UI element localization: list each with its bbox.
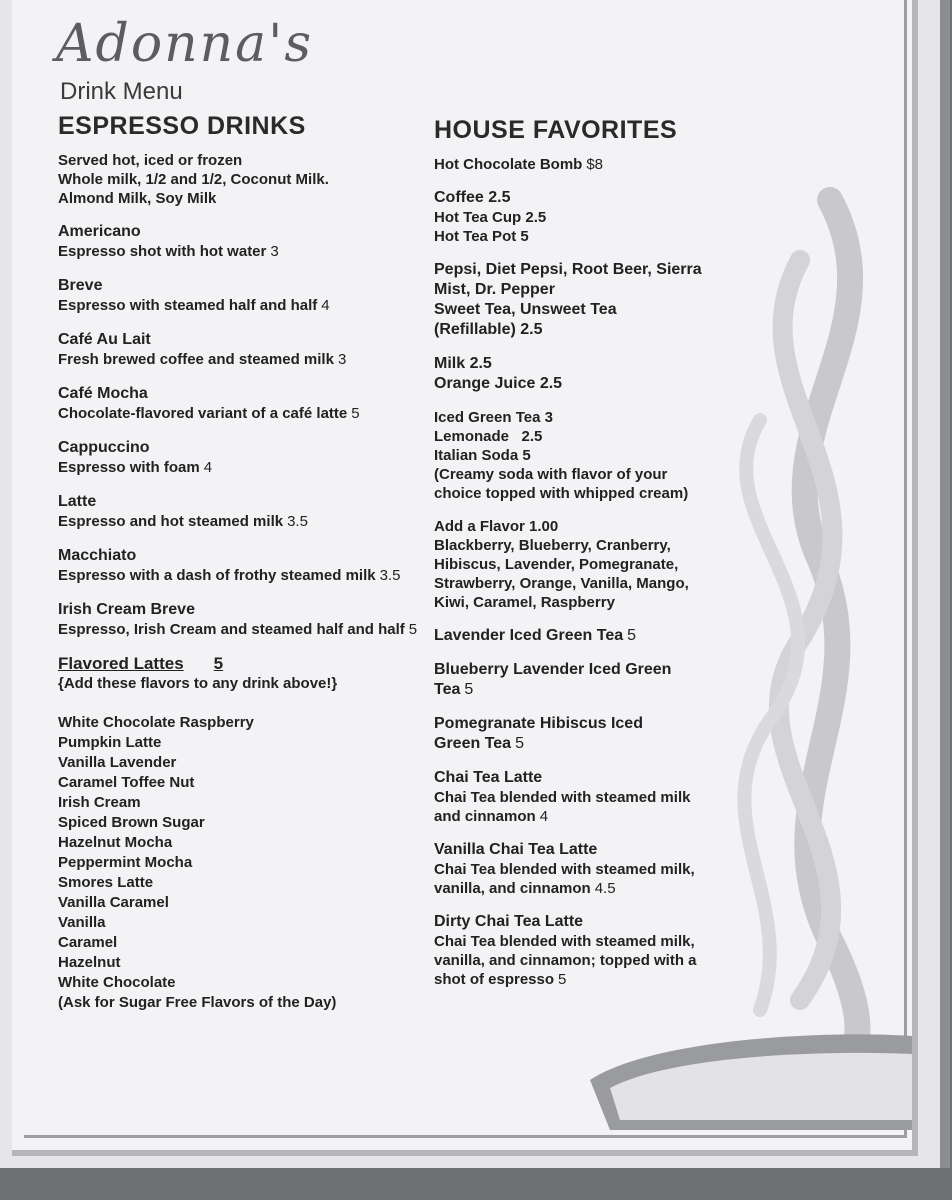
espresso-intro: Served hot, iced or frozen Whole milk, 1/2 and 1/2, Coconut Milk. Almond Milk, Soy Milk [58,152,329,207]
menu-item: Breve Espresso with steamed half and half 4 [58,277,330,314]
menu-item: Pomegranate Hibiscus Iced Green Tea 5 [434,715,643,752]
iced-drinks-group: Iced Green Tea 3 Lemonade 2.5 Italian Soda 5 (Creamy soda with flavor of your choice topped with whipped cream) [434,409,689,502]
list-item: Vanilla Caramel [58,894,169,911]
menu-item: Blueberry Lavender Iced Green Tea 5 [434,661,672,698]
coffee-tea-group: Coffee 2.5 Hot Tea Cup 2.5 Hot Tea Pot 5 [434,189,547,245]
menu-item: Cappuccino Espresso with foam 4 [58,439,213,476]
list-item: Vanilla [58,914,106,931]
menu-item: Dirty Chai Tea Latte Chai Tea blended with steamed milk, vanilla, and cinnamon; topped with a shot of espresso 5 [434,913,697,988]
list-item: White Chocolate Raspberry [58,714,254,731]
list-item: Hazelnut Mocha [58,834,173,851]
list-item: Vanilla Lavender [58,754,177,771]
menu-item: Vanilla Chai Tea Latte Chai Tea blended with steamed milk, vanilla, and cinnamon 4.5 [434,841,695,897]
flavored-note: {Add these flavors to any drink above!} [58,675,338,692]
espresso-column [58,112,418,1013]
flavor-list [58,713,418,1013]
milk-juice-group: Milk 2.5 Orange Juice 2.5 [434,355,563,392]
menu-item: Hot Chocolate Bomb $8 [434,156,604,173]
flavored-lattes-heading: Flavored Lattes 5 [58,654,224,673]
list-item: White Chocolate [58,974,176,991]
list-item: Peppermint Mocha [58,854,193,871]
house-favorites-column [434,116,754,1003]
list-item: Caramel [58,934,118,951]
menu-item: Café Au Lait Fresh brewed coffee and steamed milk 3 [58,331,347,368]
house-favorites-heading: HOUSE FAVORITES [434,116,678,144]
menu-item: Irish Cream Breve Espresso, Irish Cream and steamed half and half 5 [58,601,418,638]
menu-item: Lavender Iced Green Tea 5 [434,627,637,644]
list-item: Pumpkin Latte [58,734,162,751]
menu-item: Café Mocha Chocolate-flavored variant of a café latte 5 [58,385,360,422]
list-item: Caramel Toffee Nut [58,774,195,791]
menu-item: Latte Espresso and hot steamed milk 3.5 [58,493,308,530]
list-item: Spiced Brown Sugar [58,814,205,831]
menu-item: Macchiato Espresso with a dash of frothy steamed milk 3.5 [58,547,401,584]
list-item: Irish Cream [58,794,141,811]
list-item: Smores Latte [58,874,154,891]
menu-item: Chai Tea Latte Chai Tea blended with steamed milk and cinnamon 4 [434,769,691,825]
sugar-free-note: (Ask for Sugar Free Flavors of the Day) [58,994,337,1011]
list-item: Hazelnut [58,954,121,971]
menu-subtitle: Drink Menu [60,78,183,105]
menu-item: Americano Espresso shot with hot water 3 [58,223,279,260]
add-flavor-group: Add a Flavor 1.00 Blackberry, Blueberry, Cranberry, Hibiscus, Lavender, Pomegranate, Strawberry, Orange, Vanilla, Mango, Kiwi, Caramel, Raspberry [434,518,689,611]
soda-group: Pepsi, Diet Pepsi, Root Beer, Sierra Mist, Dr. Pepper Sweet Tea, Unsweet Tea (Refillable) 2.5 [434,261,702,338]
espresso-heading: ESPRESSO DRINKS [58,112,306,140]
brand-logo: Adonna's [56,14,314,74]
